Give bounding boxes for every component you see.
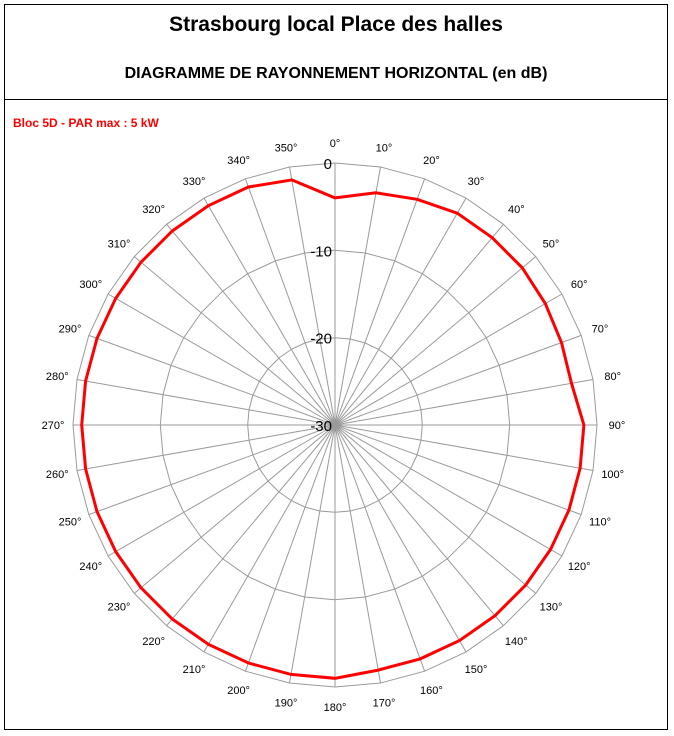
- angle-label: 190°: [274, 697, 298, 710]
- angle-label: 300°: [79, 279, 103, 291]
- angle-label: 170°: [372, 697, 396, 710]
- angle-label: 30°: [467, 175, 485, 188]
- grid-spoke: [89, 425, 335, 515]
- grid-spoke: [335, 425, 536, 593]
- grid-spoke: [89, 335, 335, 425]
- angle-label: 310°: [107, 238, 131, 251]
- grid-spoke: [134, 257, 335, 425]
- radial-tick-label: -20: [310, 330, 332, 348]
- angle-label: 110°: [589, 516, 611, 529]
- radial-tick-label: -30: [310, 418, 332, 435]
- angle-label: 260°: [45, 469, 69, 481]
- angle-label: 150°: [464, 664, 488, 677]
- angle-label: 80°: [604, 371, 622, 383]
- angle-label: 130°: [539, 601, 563, 614]
- angle-label: 210°: [182, 664, 206, 677]
- grid-spoke: [134, 425, 335, 593]
- radial-tick-label: -10: [310, 243, 332, 261]
- grid-spoke: [335, 179, 425, 425]
- grid-spoke: [167, 425, 335, 626]
- angle-label: 230°: [107, 601, 131, 614]
- angle-label: 40°: [507, 204, 525, 216]
- angle-label: 120°: [567, 561, 591, 573]
- angle-label: 290°: [58, 323, 82, 336]
- grid-spoke: [335, 224, 503, 425]
- grid-spoke: [245, 179, 335, 425]
- grid-spoke: [335, 425, 425, 671]
- angle-label: 90°: [608, 420, 626, 432]
- angle-label: 180°: [323, 702, 347, 714]
- angle-label: 140°: [504, 636, 528, 648]
- angle-label: 330°: [182, 175, 206, 188]
- grid-spoke: [335, 335, 581, 425]
- chart-title: Strasbourg local Place des halles: [169, 13, 503, 36]
- angle-label: 70°: [591, 323, 609, 336]
- radial-tick-label: 0: [323, 156, 332, 173]
- angle-label: 340°: [227, 155, 250, 167]
- angle-label: 10°: [375, 142, 393, 155]
- angle-label: 280°: [45, 371, 69, 383]
- grid-spoke: [335, 257, 536, 425]
- angle-label: 50°: [542, 238, 560, 251]
- grid-spoke: [245, 425, 335, 671]
- angle-label: 100°: [601, 469, 625, 481]
- angle-label: 250°: [58, 516, 82, 529]
- angle-label: 0°: [329, 138, 341, 150]
- angle-label: 220°: [142, 636, 166, 648]
- angle-label: 240°: [79, 561, 103, 573]
- series-legend-label: Bloc 5D - PAR max : 5 kW: [13, 116, 159, 130]
- angle-label: 60°: [570, 279, 588, 291]
- chart-subtitle: DIAGRAMME DE RAYONNEMENT HORIZONTAL (en dB): [124, 65, 548, 82]
- angle-label: 350°: [274, 142, 298, 155]
- angle-label: 320°: [142, 204, 166, 216]
- angle-label: 270°: [41, 420, 65, 432]
- grid-spoke: [335, 425, 581, 515]
- angle-label: 200°: [227, 685, 250, 697]
- angle-label: 160°: [420, 685, 443, 697]
- angle-label: 20°: [423, 155, 440, 167]
- grid-spoke: [335, 425, 503, 626]
